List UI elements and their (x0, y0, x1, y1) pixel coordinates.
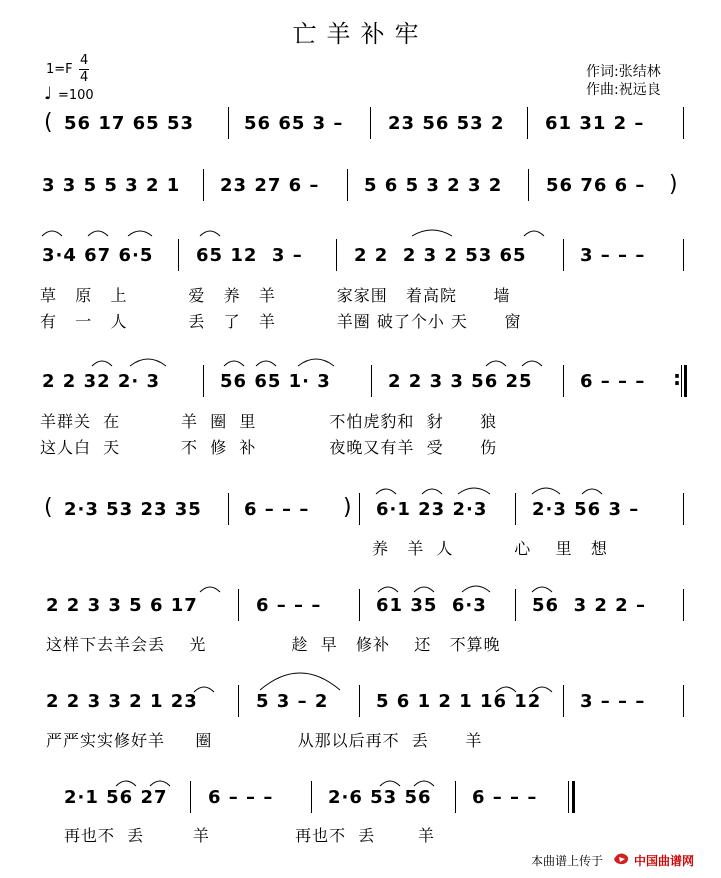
row2-measure2: 23 27 6 – (220, 175, 320, 196)
repeat-paren-close: ) (343, 495, 352, 520)
row1-measure3: 23 56 53 2 (388, 113, 505, 134)
row5-lyric1: 养 羊 人 心 里 想 (372, 539, 608, 558)
page-title: 亡羊补牢 (292, 20, 429, 48)
end-barline-thick (572, 781, 575, 813)
slur-marks (38, 350, 678, 368)
barline (683, 107, 684, 139)
row3-lyric2: 有 一 人 丢 了 羊 羊圈 破了个小 天 窗 (40, 312, 522, 331)
tempo: =100 (58, 88, 94, 103)
barline (190, 781, 191, 813)
brand-name: 中国曲谱网 (634, 854, 695, 868)
barline (238, 589, 239, 621)
row5-measure1: 2·3 53 23 35 (64, 499, 202, 520)
barline (683, 589, 684, 621)
barline (311, 781, 312, 813)
upload-note: 本曲谱上传于 (531, 854, 604, 868)
repeat-paren-open: ( (44, 110, 53, 135)
row4-measure3: 2 2 3 3 56 25 (388, 371, 533, 392)
row6-measure4: 56 3 2 2 – (532, 595, 646, 616)
key-signature: 1=F (46, 62, 73, 77)
barline (359, 589, 360, 621)
lyricist: 作词:张结林 (586, 64, 661, 80)
slur-marks (190, 576, 570, 594)
barline (515, 589, 516, 621)
time-signature-bottom: 4 (80, 70, 89, 85)
barline (527, 107, 528, 139)
barline (203, 169, 204, 201)
row1-measure1: 56 17 65 53 (64, 113, 194, 134)
barline (359, 685, 360, 717)
barline (336, 239, 337, 271)
slur-marks (370, 478, 690, 496)
row7-measure2: 5 3 – 2 (256, 691, 329, 712)
row8-measure3: 2·6 53 56 (328, 787, 432, 808)
barline (455, 781, 456, 813)
row2-measure3: 5 6 5 3 2 3 2 (364, 175, 503, 196)
barline (347, 169, 348, 201)
barline (515, 493, 516, 525)
repeat-paren-open: ( (44, 495, 53, 520)
barline (528, 169, 529, 201)
end-barline-thin (568, 781, 569, 813)
row5-measure4: 2·3 56 3 – (532, 499, 640, 520)
time-signature-top: 4 (80, 53, 89, 68)
end-barline-thick (684, 365, 687, 397)
row4-measure2: 56 65 1· 3 (220, 371, 331, 392)
barline (178, 239, 179, 271)
row8-lyric1: 再也不 丢 羊 再也不 丢 羊 (64, 826, 435, 845)
quarter-note-icon: ♩ (44, 84, 53, 104)
row3-lyric1: 草 原 上 爱 养 羊 家家围 着高院 墙 (40, 286, 511, 305)
repeat-paren-close: ) (669, 172, 678, 197)
row4-measure4: 6 – – – (580, 371, 646, 392)
row8-measure1: 2·1 56 27 (64, 787, 168, 808)
barline (563, 239, 564, 271)
barline (371, 365, 372, 397)
row2-measure4: 56 76 6 – (546, 175, 646, 196)
row7-measure4: 3 – – – (580, 691, 646, 712)
barline (359, 493, 360, 525)
barline (683, 493, 684, 525)
row8-measure4: 6 – – – (472, 787, 538, 808)
row3-measure4: 3 – – – (580, 245, 646, 266)
row4-lyric1: 羊群关 在 羊 圈 里 不怕虎豹和 豺 狼 (40, 412, 498, 431)
row3-measure2: 65 12 3 – (196, 245, 303, 266)
end-barline-thin (681, 365, 682, 397)
slur-marks (180, 660, 580, 694)
row3-measure1: 3·4 67 6·5 (42, 245, 154, 266)
barline (238, 685, 239, 717)
row8-measure2: 6 – – – (208, 787, 274, 808)
slur-marks (100, 770, 440, 788)
brand-logo-icon (612, 851, 632, 867)
row2-measure1: 3 3 5 5 3 2 1 (42, 175, 181, 196)
row5-measure2: 6 – – – (244, 499, 310, 520)
row7-measure1: 2 2 3 3 2 1 23 (46, 691, 198, 712)
row7-lyric1: 严严实实修好羊 圈 从那以后再不 丢 羊 (46, 731, 483, 750)
barline (683, 239, 684, 271)
barline (683, 685, 684, 717)
row6-lyric1: 这样下去羊会丢 光 趁 早 修补 还 不算晚 (46, 635, 501, 654)
row4-measure1: 2 2 32 2· 3 (42, 371, 161, 392)
barline (370, 107, 371, 139)
barline (228, 107, 229, 139)
row6-measure3: 61 35 6·3 (376, 595, 487, 616)
barline (203, 365, 204, 397)
row6-measure2: 6 – – – (256, 595, 322, 616)
row5-measure3: 6·1 23 2·3 (376, 499, 488, 520)
row7-measure3: 5 6 1 2 1 16 12 (376, 691, 542, 712)
barline (228, 493, 229, 525)
barline (563, 685, 564, 717)
barline (563, 365, 564, 397)
row1-measure2: 56 65 3 – (244, 113, 344, 134)
repeat-dots: : (673, 366, 681, 390)
row3-measure3: 2 2 2 3 2 53 65 (354, 245, 527, 266)
composer: 作曲:祝远良 (586, 82, 661, 98)
row1-measure4: 61 31 2 – (545, 113, 645, 134)
row6-measure1: 2 2 3 3 5 6 17 (46, 595, 198, 616)
slur-marks (38, 222, 678, 238)
row4-lyric2: 这人白 天 不 修 补 夜晚又有羊 受 伤 (40, 438, 498, 457)
